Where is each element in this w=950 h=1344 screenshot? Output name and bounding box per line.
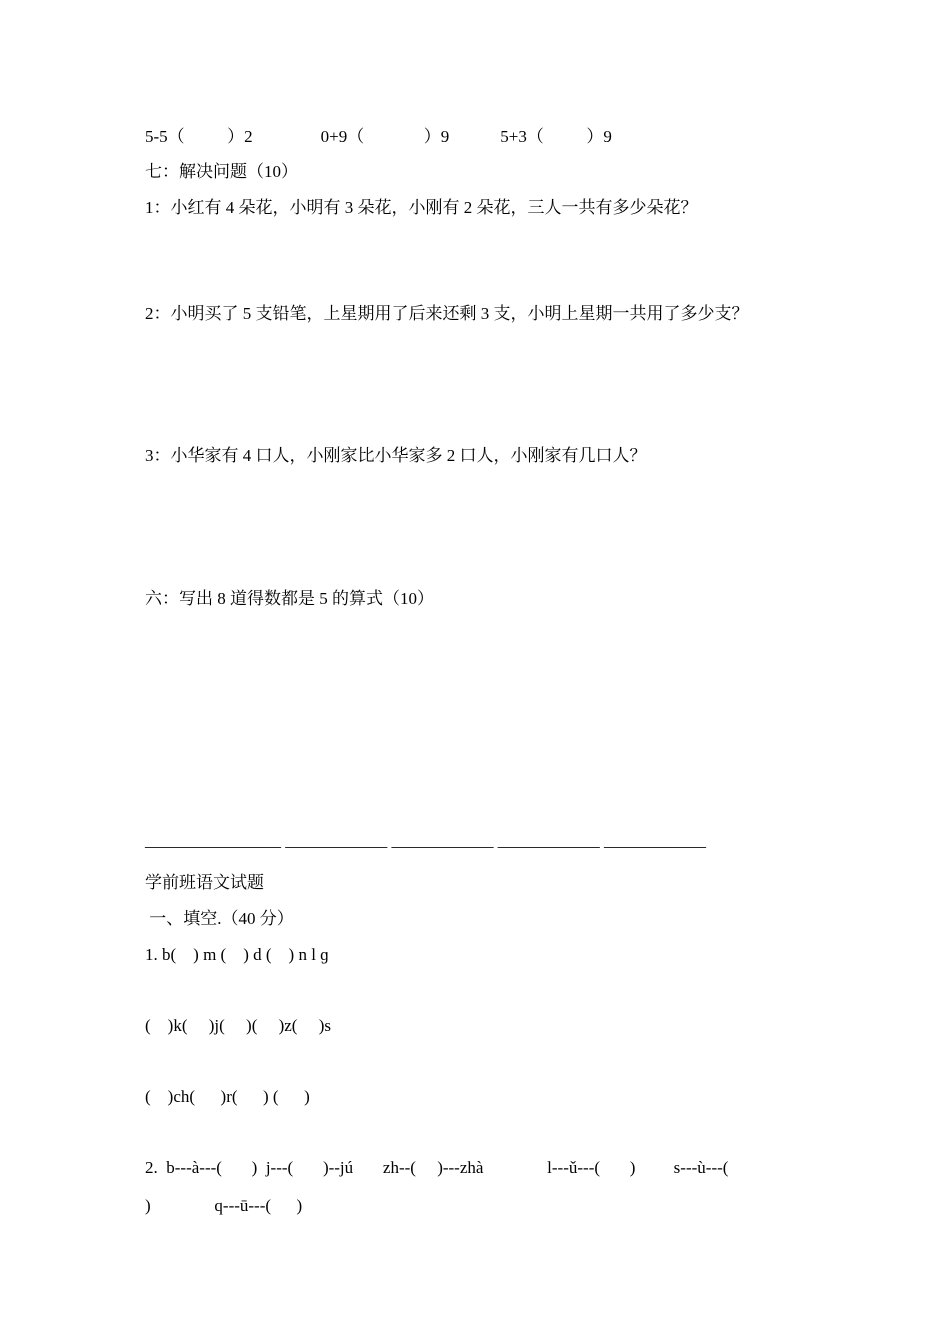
fill2-row1: 2. b---à---( ) j---( )--jú zh--( )---zhà l---ǔ---( ) s---ù---( (145, 1158, 729, 1177)
compare-line: 5-5（ ）2 0+9（ ）9 5+3（ ）9 (145, 127, 612, 146)
question-3: 3：小华家有 4 口人，小刚家比小华家多 2 口人，小刚家有几口人？ (145, 446, 647, 465)
exam-title: 学前班语文试题 (145, 873, 264, 892)
fill1-row3: ( )ch( )r( ) ( ) (145, 1087, 310, 1106)
section7-title: 七：解决问题（10） (145, 162, 298, 181)
fill1-row1: 1. b( ) m ( ) d ( ) n l ɡ (145, 945, 329, 964)
question-2: 2：小明买了 5 支铅笔，上星期用了后来还剩 3 支，小明上星期一共用了多少支？ (145, 304, 749, 323)
part1-title: 一、填空.（40 分） (145, 909, 294, 928)
divider-line: ________________ ____________ ____________ ____________ ____________ (145, 831, 706, 850)
question-1: 1：小红有 4 朵花，小明有 3 朵花，小刚有 2 朵花，三人一共有多少朵花？ (145, 198, 698, 217)
section6-title: 六：写出 8 道得数都是 5 的算式（10） (145, 589, 434, 608)
fill2-row2: ) q---ū---( ) (145, 1196, 303, 1215)
fill1-row2: ( )k( )j( )( )z( )s (145, 1016, 331, 1035)
